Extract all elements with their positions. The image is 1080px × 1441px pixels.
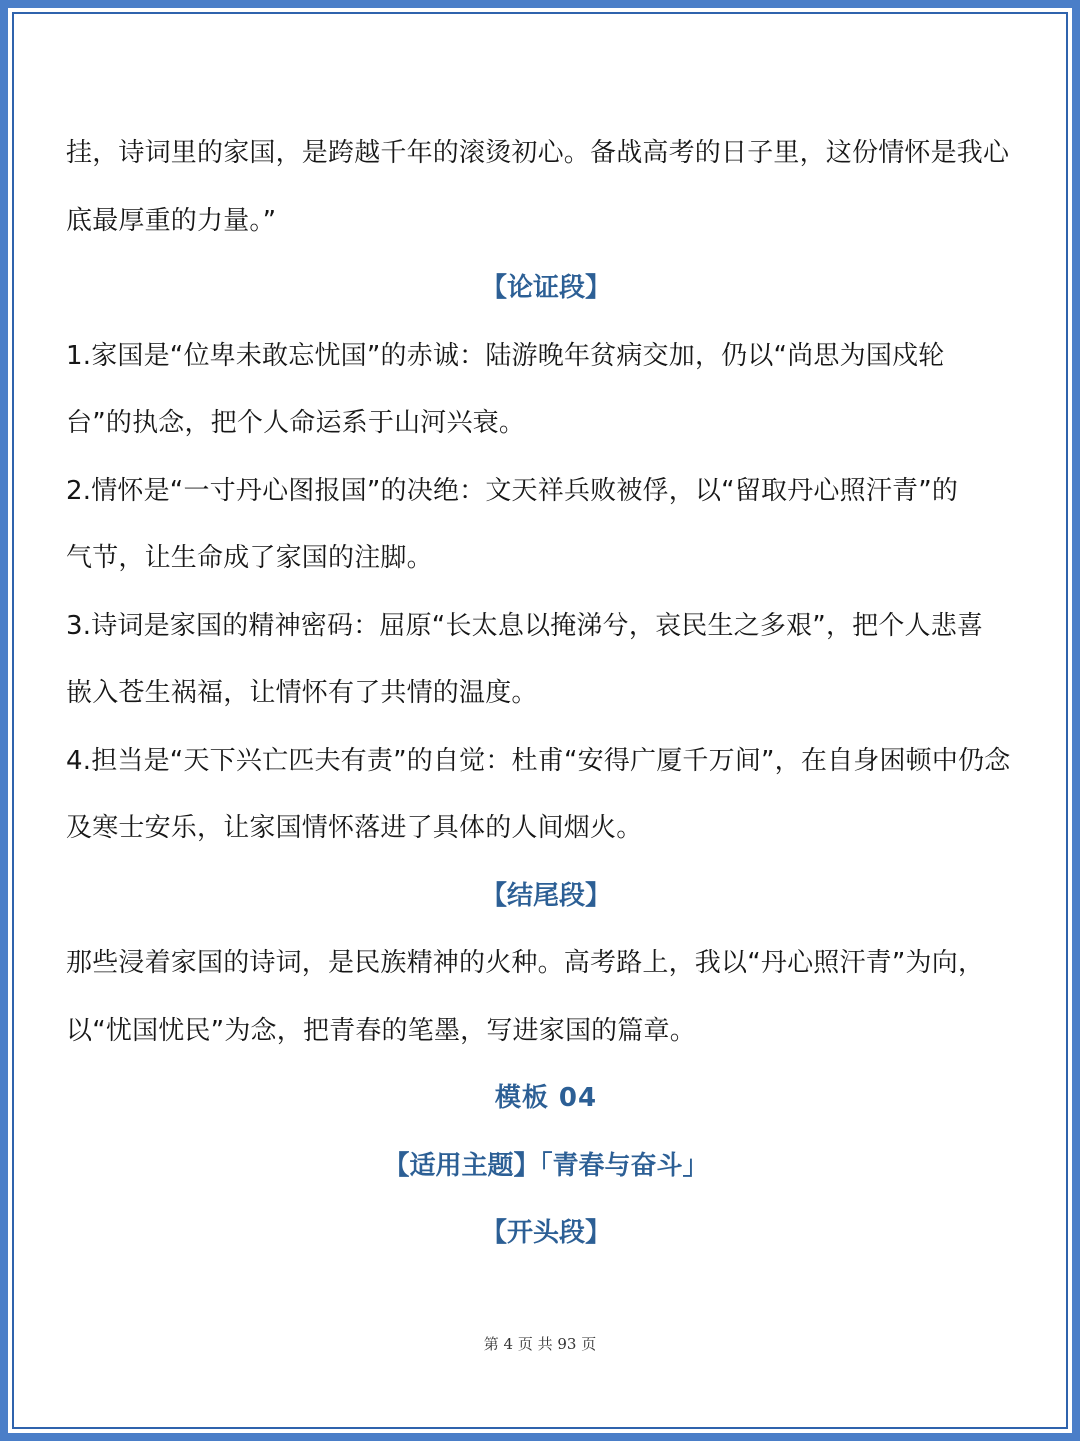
- conclusion-line-1: 那些浸着家国的诗词，是民族精神的火种。高考路上，我以“丹心照汗青”为向，: [66, 948, 985, 978]
- template-theme: 【适用主题】「青春与奋斗」: [383, 1150, 709, 1181]
- argument-point-2-line-2: 气节，让生命成了家国的注脚。: [66, 543, 433, 573]
- argument-point-1-line-2: 台”的执念，把个人命运系于山河兴衰。: [66, 408, 526, 438]
- conclusion-line-2: 以“忧国忧民”为念，把青春的笔墨，写进家国的篇章。: [66, 1015, 696, 1046]
- argument-point-2-line-1: 2.情怀是“一寸丹心图报国”的决绝：文天祥兵败被俘，以“留取丹心照汗青”的: [66, 475, 959, 506]
- argument-point-1-line-1: 1.家国是“位卑未敢忘忧国”的赤诚：陆游晚年贫病交加，仍以“尚思为国戍轮: [66, 340, 945, 371]
- intro-line-2: 底最厚重的力量。”: [66, 205, 277, 236]
- page-number: 第 4 页 共 93 页: [483, 1335, 597, 1353]
- argument-point-4-line-1: 4.担当是“天下兴亡匹夫有责”的自觉：杜甫“安得广厦千万间”，在自身困顿中仍念: [66, 745, 1011, 776]
- argument-point-3-line-1: 3.诗词是家国的精神密码：屈原“长太息以掩涕兮，哀民生之多艰”，把个人悲喜: [66, 610, 984, 641]
- document-body: [66, 120, 1026, 1268]
- argument-heading: 【论证段】: [480, 273, 611, 303]
- argument-point-4-line-2: 及寒士安乐，让家国情怀落进了具体的人间烟火。: [66, 813, 643, 843]
- intro-line-1: 挂，诗词里的家国，是跨越千年的滚烫初心。备战高考的日子里，这份情怀是我心: [66, 138, 1010, 168]
- conclusion-heading: 【结尾段】: [480, 880, 611, 911]
- argument-point-3-line-2: 嵌入苍生祸福，让情怀有了共情的温度。: [66, 678, 538, 708]
- template-title: 模板 04: [494, 1083, 598, 1113]
- opening-heading: 【开头段】: [480, 1218, 611, 1248]
